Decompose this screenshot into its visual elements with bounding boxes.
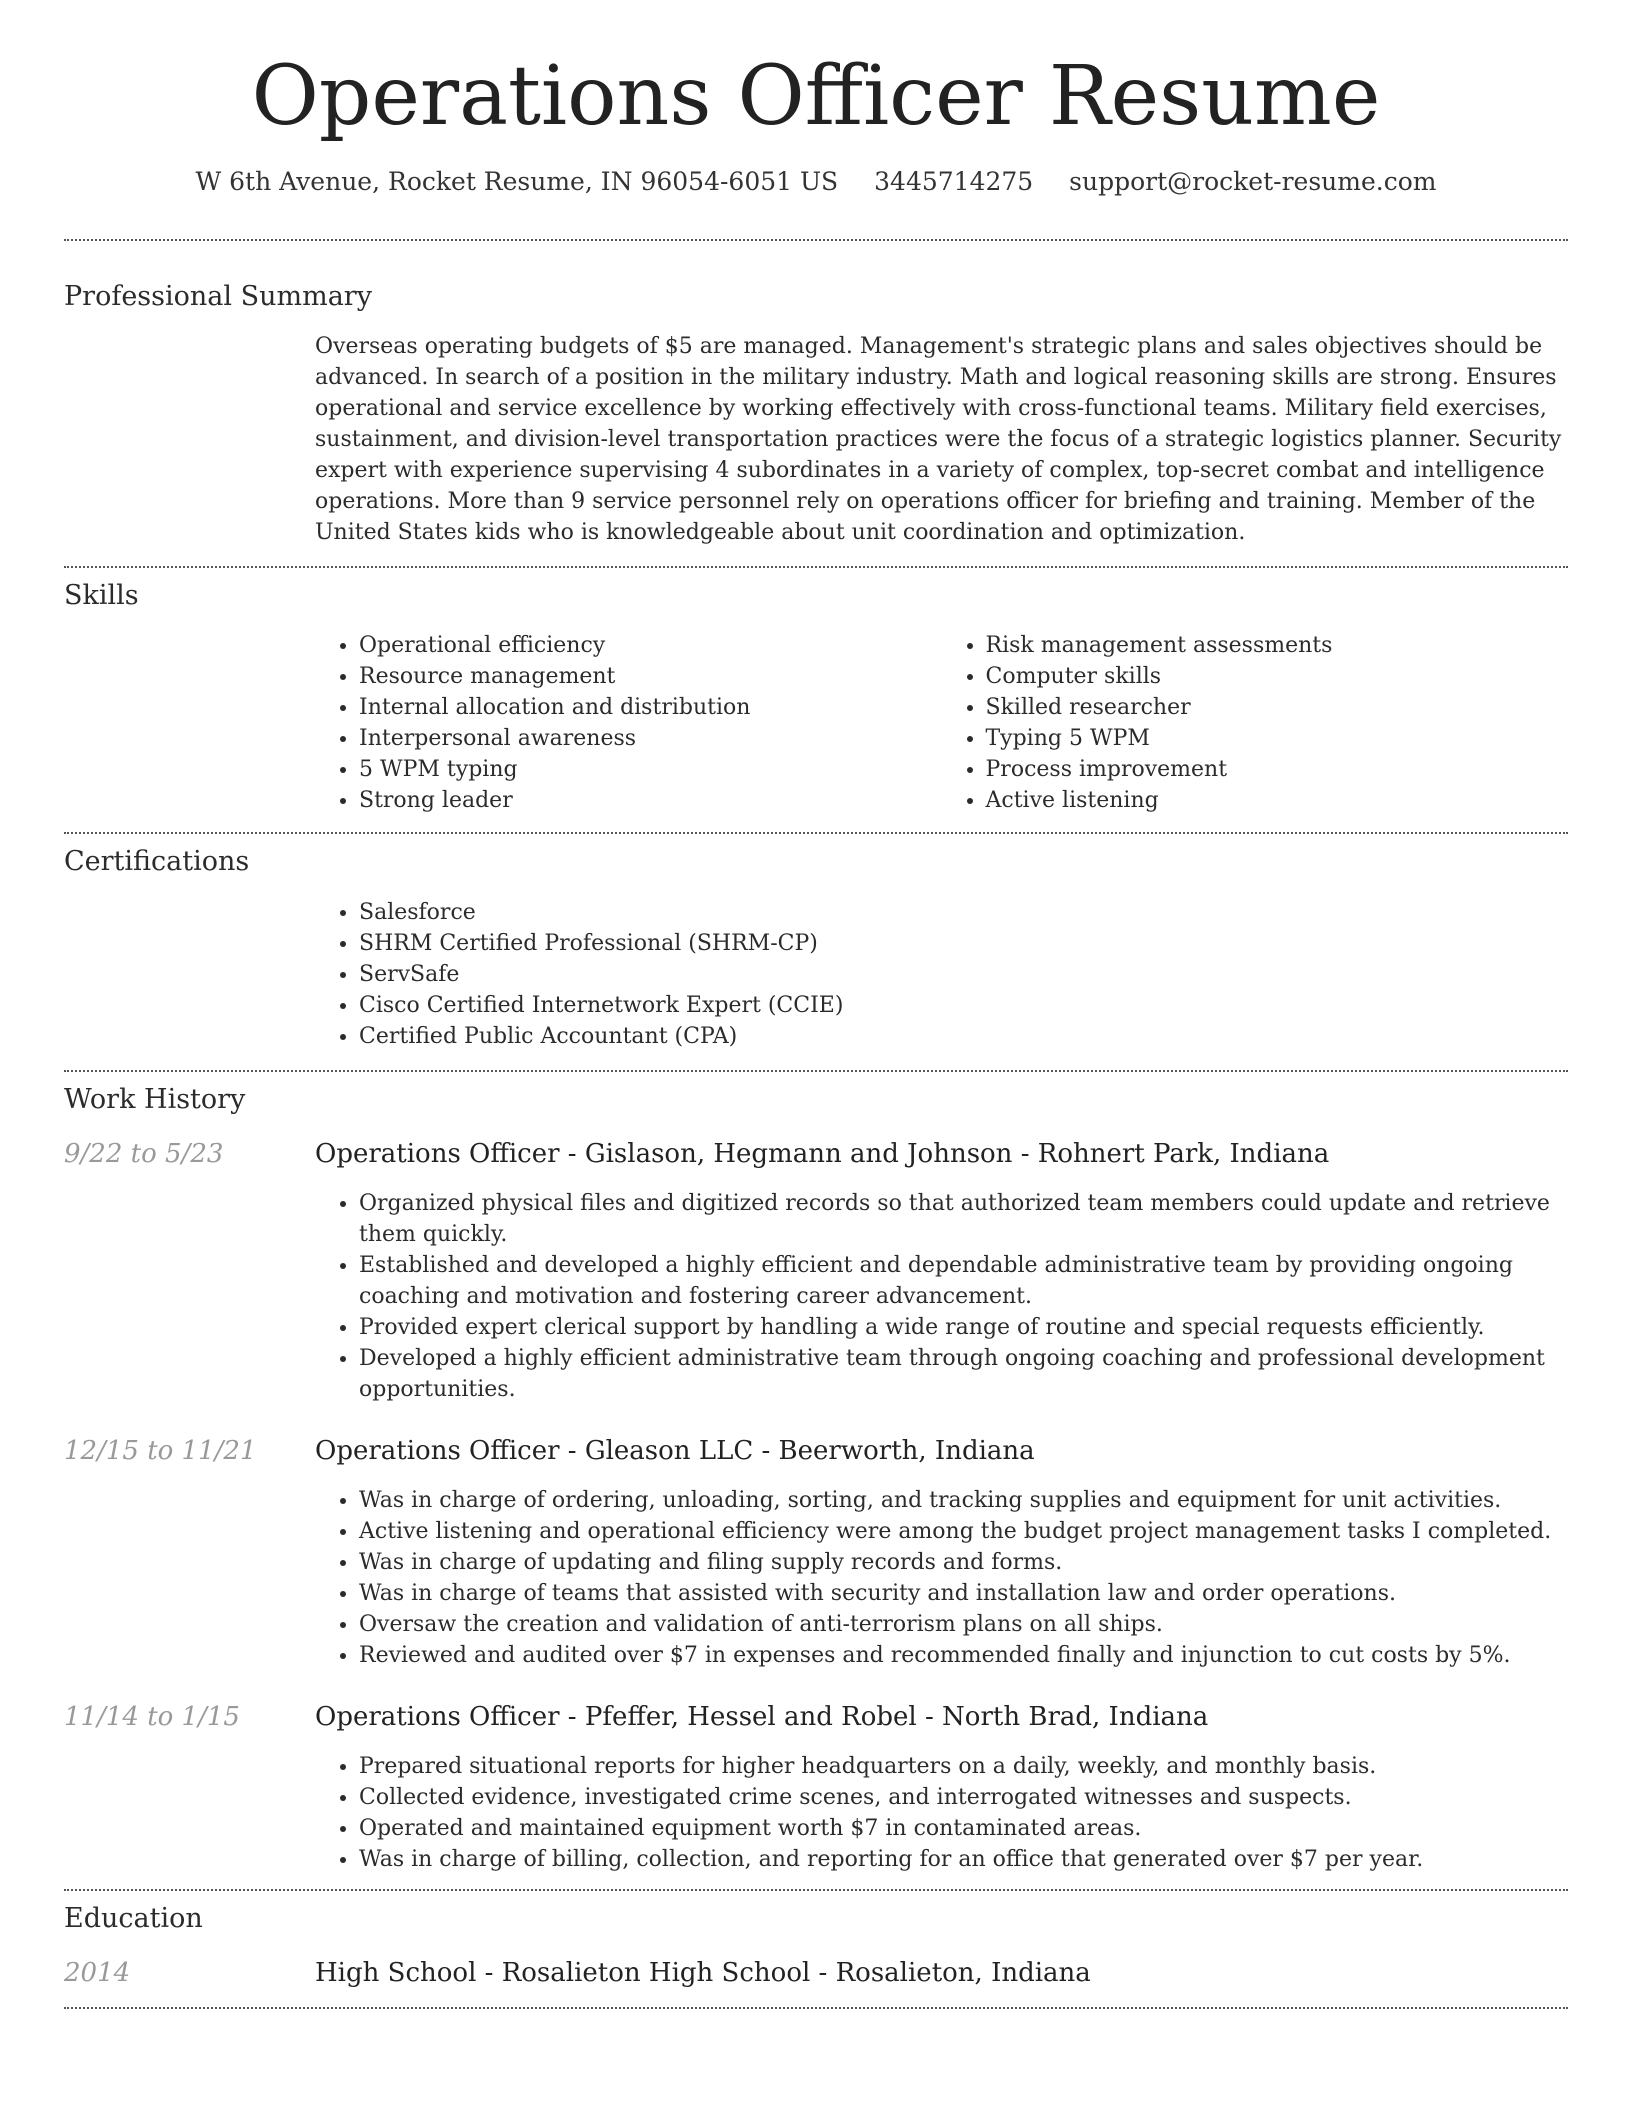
skill-item: • 5 WPM typing	[359, 754, 942, 785]
job-bullets	[315, 1188, 1568, 1405]
job-bullets	[315, 1485, 1568, 1671]
section-heading-education: Education	[64, 1902, 203, 1934]
skill-item: • Process improvement	[986, 754, 1569, 785]
section-heading-work-history: Work History	[64, 1083, 246, 1115]
skills-grid	[315, 630, 1568, 816]
certification-item: • ServSafe	[359, 959, 1568, 990]
job-bullet: • Was in charge of updating and filing supply records and forms.	[359, 1547, 1568, 1578]
skill-item: • Skilled researcher	[986, 692, 1569, 723]
divider	[64, 2007, 1568, 2009]
skill-item: • Strong leader	[359, 785, 942, 816]
contact-email: support@rocket-resume.com	[1069, 167, 1437, 197]
certifications-list	[315, 897, 1568, 1052]
certification-item: • SHRM Certified Professional (SHRM-CP)	[359, 928, 1568, 959]
job-title: Operations Officer - Gislason, Hegmann and Johnson - Rohnert Park, Indiana	[315, 1139, 1330, 1170]
job-bullet: • Was in charge of billing, collection, and reporting for an office that generated over $7 per year.	[359, 1844, 1568, 1875]
skills-list-right	[942, 630, 1569, 816]
summary-content	[315, 331, 1568, 548]
skill-item: • Computer skills	[986, 661, 1569, 692]
job-bullet: • Active listening and operational efficiency were among the budget project management tasks I completed.	[359, 1516, 1568, 1547]
job-date: 12/15 to 11/21	[64, 1436, 257, 1467]
job-bullet: • Operated and maintained equipment worth $7 in contaminated areas.	[359, 1813, 1568, 1844]
job-bullet: • Prepared situational reports for higher headquarters on a daily, weekly, and monthly basis.	[359, 1751, 1568, 1782]
section-heading-summary: Professional Summary	[64, 280, 372, 312]
job-bullet: • Oversaw the creation and validation of anti-terrorism plans on all ships.	[359, 1609, 1568, 1640]
education-title: High School - Rosalieton High School - Rosalieton, Indiana	[315, 1958, 1091, 1989]
job-date: 11/14 to 1/15	[64, 1701, 240, 1732]
skill-item: • Typing 5 WPM	[986, 723, 1569, 754]
job-bullet: • Established and developed a highly efficient and dependable administrative team by providing ongoing coaching and motivation and fostering career advancement.	[359, 1250, 1568, 1312]
job-title: Operations Officer - Pfeffer, Hessel and Robel - North Brad, Indiana	[315, 1701, 1209, 1732]
job-entry	[64, 1138, 1568, 1405]
work-history-section	[64, 1072, 1568, 1875]
job-date: 9/22 to 5/23	[64, 1139, 224, 1170]
skill-item: • Operational efficiency	[359, 630, 942, 661]
summary-text: Overseas operating budgets of $5 are managed. Management's strategic plans and sales objectives should be advanced. In search of a position in the military industry. Math and logical reasoning skills are strong. Ensures operational and service excellence by working effectively with cross-functional teams. Military field exercises, sustainment, and division-level transportation practices were the focus of a strategic logistics planner. Security expert with experience supervising 4 subordinates in a variety of complex, top-secret combat and intelligence operations. More than 9 service personnel rely on operations officer for briefing and training. Member of the United States kids who is knowledgeable about unit coordination and optimization.	[315, 334, 1562, 546]
job-bullet: • Provided expert clerical support by handling a wide range of routine and special requests efficiently.	[359, 1312, 1568, 1343]
certifications-section	[64, 834, 1568, 1051]
job-bullet: • Developed a highly efficient administrative team through ongoing coaching and professional development opportunities.	[359, 1343, 1568, 1405]
job-bullets	[315, 1751, 1568, 1875]
education-entry	[64, 1957, 1568, 1991]
education-section	[64, 1891, 1568, 1991]
education-body	[315, 1957, 1568, 1991]
skill-item: • Interpersonal awareness	[359, 723, 942, 754]
skills-list-left	[315, 630, 942, 816]
job-bullet: • Collected evidence, investigated crime scenes, and interrogated witnesses and suspects.	[359, 1782, 1568, 1813]
job-body	[315, 1701, 1568, 1875]
job-entry	[64, 1701, 1568, 1875]
contact-phone: 3445714275	[874, 167, 1034, 197]
job-bullet: • Was in charge of ordering, unloading, sorting, and tracking supplies and equipment for unit activities.	[359, 1485, 1568, 1516]
section-heading-certifications: Certifications	[64, 846, 250, 878]
summary-section	[64, 241, 1568, 548]
job-bullet: • Organized physical files and digitized records so that authorized team members could update and retrieve them quickly.	[359, 1188, 1568, 1250]
education-date: 2014	[64, 1958, 131, 1989]
skill-item: • Resource management	[359, 661, 942, 692]
skill-item: • Internal allocation and distribution	[359, 692, 942, 723]
skill-item: • Risk management assessments	[986, 630, 1569, 661]
job-bullet: • Was in charge of teams that assisted with security and installation law and order operations.	[359, 1578, 1568, 1609]
job-title: Operations Officer - Gleason LLC - Beerworth, Indiana	[315, 1436, 1035, 1467]
skills-section	[64, 568, 1568, 816]
skill-item: • Active listening	[986, 785, 1569, 816]
job-entry	[64, 1435, 1568, 1671]
certification-item: • Cisco Certified Internetwork Expert (CCIE)	[359, 990, 1568, 1021]
certification-item: • Salesforce	[359, 897, 1568, 928]
job-bullet: • Reviewed and audited over $7 in expenses and recommended finally and injunction to cut costs by 5%.	[359, 1640, 1568, 1671]
job-body	[315, 1435, 1568, 1671]
certifications-content	[315, 897, 1568, 1052]
resume-title: Operations Officer Resume	[251, 49, 1381, 144]
section-heading-skills: Skills	[64, 580, 139, 612]
certification-item: • Certified Public Accountant (CPA)	[359, 1021, 1568, 1052]
contact-address: W 6th Avenue, Rocket Resume, IN 96054-6051 US	[195, 167, 839, 197]
job-body	[315, 1138, 1568, 1405]
contact-line	[64, 166, 1568, 199]
